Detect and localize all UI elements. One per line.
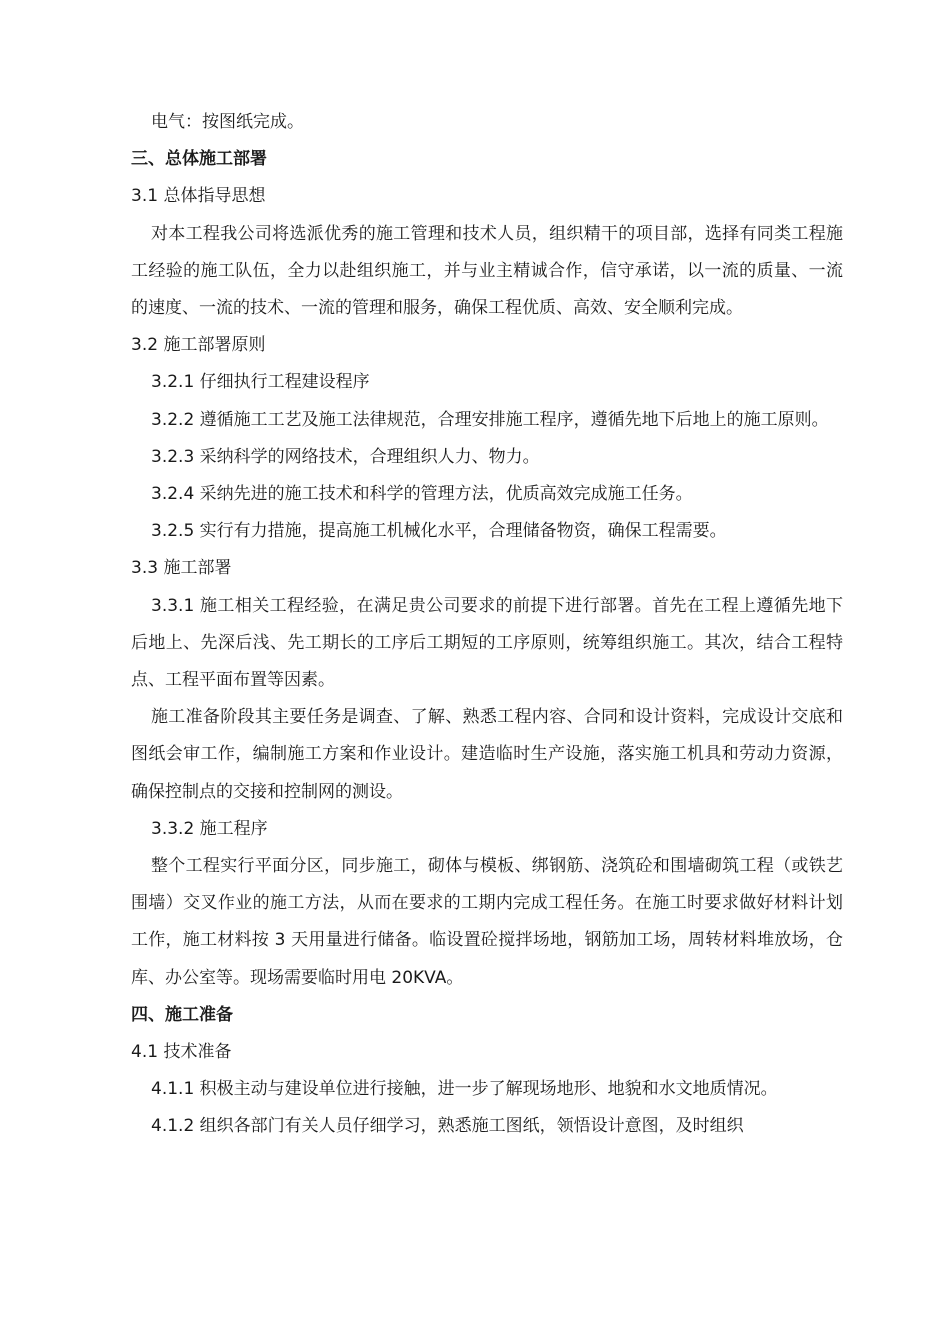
paragraph-4-1-2: 4.1.2 组织各部门有关人员仔细学习，熟悉施工图纸，领悟设计意图，及时组织 [151,1116,744,1137]
paragraph-3-2-5: 3.2.5 实行有力措施，提高施工机械化水平，合理储备物资，确保工程需要。 [151,521,727,542]
section-heading-3: 三、总体施工部署 [131,149,267,170]
subheading-3-3: 3.3 施工部署 [131,558,232,579]
paragraph-3-3-1: 3.3.1 施工相关工程经验，在满足贵公司要求的前提下进行部署。首先在工程上遵循先地下后地上、先深后浅、先工期长的工序后工期短的工序原则，统筹组织施工。其次，结合工程特点、工程平面布置等因素。 [131,595,843,691]
paragraph-preparation-stage: 施工准备阶段其主要任务是调查、了解、熟悉工程内容、合同和设计资料，完成设计交底和图纸会审工作，编制施工方案和作业设计。建造临时生产设施，落实施工机具和劳动力资源，确保控制点的交接和控制网的测设。 [131,707,843,802]
subheading-3-2: 3.2 施工部署原则 [131,335,266,356]
section-heading-4: 四、施工准备 [131,1004,233,1025]
subheading-4-1: 4.1 技术准备 [131,1042,232,1063]
document-page [131,104,843,1146]
paragraph-3-2-2: 3.2.2 遵循施工工艺及施工法律规范，合理安排施工程序，遵循先地下后地上的施工原则。 [151,409,829,430]
paragraph-3-3-2: 3.3.2 施工程序 [151,818,268,839]
paragraph-4-1-1: 4.1.1 积极主动与建设单位进行接触，进一步了解现场地形、地貌和水文地质情况。 [151,1079,778,1100]
paragraph-3-2-3: 3.2.3 采纳科学的网络技术，合理组织人力、物力。 [151,446,540,467]
subheading-3-1: 3.1 总体指导思想 [131,186,266,207]
paragraph-electrical: 电气：按图纸完成。 [151,112,304,132]
paragraph-3-2-1: 3.2.1 仔细执行工程建设程序 [151,372,370,393]
paragraph-guiding-idea: 对本工程我公司将选派优秀的施工管理和技术人员，组织精干的项目部，选择有同类工程施工经验的施工队伍，全力以赴组织施工，并与业主精诚合作，信守承诺，以一流的质量、一流的速度、一流的技术、一流的管理和服务，确保工程优质、高效、安全顺利完成。 [131,223,843,319]
paragraph-3-2-4: 3.2.4 采纳先进的施工技术和科学的管理方法，优质高效完成施工任务。 [151,484,693,505]
paragraph-construction-procedure: 整个工程实行平面分区，同步施工，砌体与模板、绑钢筋、浇筑砼和围墙砌筑工程（或铁艺围墙）交叉作业的施工方法，从而在要求的工期内完成工程任务。在施工时要求做好材料计划工作，施工材料按 3 天用量进行储备。临设置砼搅拌场地，钢筋加工场，周转材料堆放场，仓库、办公室等。现场需要临时用电 20KVA。 [131,856,843,988]
